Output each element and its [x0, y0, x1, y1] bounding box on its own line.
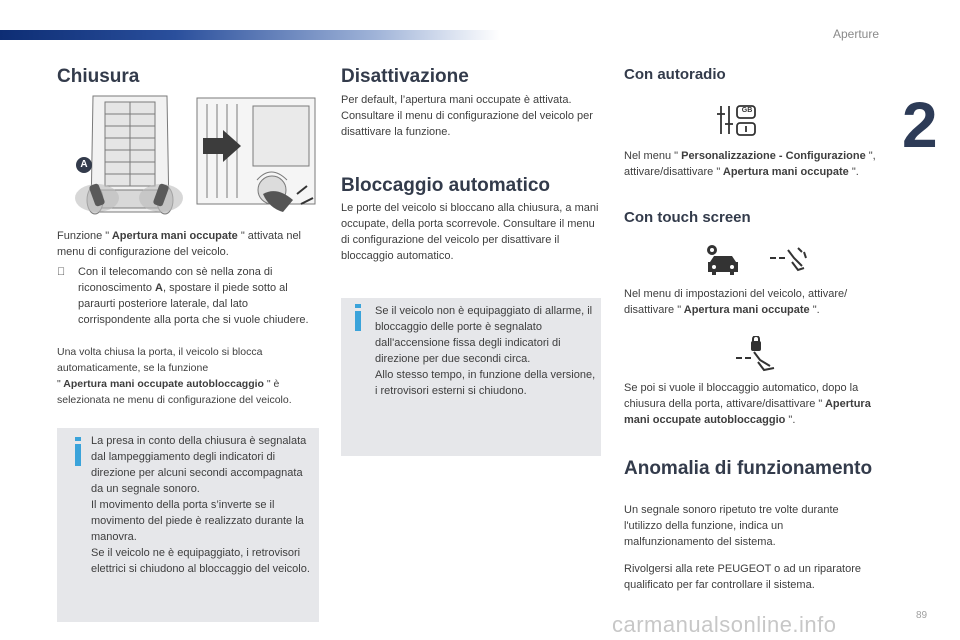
- autolock-bold: Apertura mani occupate autobloccaggio: [60, 378, 267, 390]
- auto-bold: Apertura mani occupate autobloccaggio: [624, 398, 871, 426]
- disattivazione-heading: Disattivazione: [341, 66, 469, 87]
- section-title: Aperture: [833, 27, 880, 41]
- bloccaggio-info-text: Se il veicolo non è equipaggiato di allarme, il bloccaggio delle porte è segnalato dall'accensione fissa degli indicatori di direzione per due secondi circa. Allo stesso tempo, in funzione della versione, i retrovisori esterni si chiudono.: [375, 305, 596, 397]
- anomalia-text-2: Rivolgersi alla rete PEUGEOT o ad un riparatore qualificato per far controllare il sistema.: [624, 563, 862, 591]
- autolock-line1: Una volta chiusa la porta, il veicolo si blocca automaticamente, se la funzione: [57, 346, 263, 374]
- chiusura-info-box: [57, 428, 319, 622]
- watermark: carmanualsonline.info: [612, 612, 837, 637]
- intro-pre: Funzione ": [57, 230, 110, 242]
- anomalia-text-1: Un segnale sonoro ripetuto tre volte durante l'utilizzo della funzione, indica un malfunzionamento del sistema.: [624, 504, 839, 548]
- touch-bold: Apertura mani occupate: [681, 304, 813, 316]
- radio-bold1: Personalizzazione - Configurazione: [678, 150, 869, 162]
- touchscreen-heading: Con touch screen: [624, 209, 751, 226]
- intro-post: " attivata nel menu di configurazione del veicolo.: [57, 230, 302, 258]
- gb-icon-label: GB: [741, 107, 753, 114]
- autolock-pre: ": [57, 378, 61, 390]
- chiusura-info-text: La presa in conto della chiusura è segnalata dal lampeggiamento degli indicatori di direzione per alcuni secondi accompagnata da un segnale sonoro. Il movimento della porta s’inverte se il movimento del piede è realizzato durante la manovra. Se il veicolo ne è equipaggiato, i retrovisori elettrici si chiudono al bloccaggio del veicolo.: [91, 435, 310, 575]
- foot-gesture-icon: [768, 244, 808, 274]
- info-icon: [355, 311, 361, 331]
- chiusura-heading: Chiusura: [57, 66, 140, 87]
- bloccaggio-text: Le porte del veicolo si bloccano alla chiusura, a mani occupate, della porta scorrevole. Consultare il menu di configurazione del veicolo per disattivare il bloccaggio automatico.: [341, 202, 599, 262]
- info-icon: [75, 444, 81, 466]
- bloccaggio-info-box: [341, 298, 601, 456]
- bullet-pre: Con il telecomando con sè nella zona di riconoscimento: [78, 266, 273, 294]
- car-settings-icon: [704, 242, 742, 276]
- auto-post: ".: [788, 414, 796, 426]
- autolock-post: " è selezionata ne menu di configurazione del veicolo.: [57, 378, 292, 406]
- chiusura-intro: [57, 228, 319, 260]
- touchscreen-text: [624, 286, 884, 318]
- autolock-text: [624, 380, 886, 428]
- bloccaggio-heading: Bloccaggio automatico: [341, 175, 551, 196]
- chiusura-autolock-text: [57, 344, 321, 408]
- chapter-number: 2: [902, 89, 938, 161]
- foot-autolock-icon: [734, 336, 778, 372]
- bullet-bold: A: [155, 282, 163, 294]
- van-rear-illustration: [57, 94, 319, 218]
- intro-bold: Apertura mani occupate: [109, 230, 241, 242]
- radio-bold2: Apertura mani occupate: [720, 166, 852, 178]
- radio-post: ".: [851, 166, 859, 178]
- auto-pre: Se poi si vuole il bloccaggio automatico, dopo la chiusura della porta, attivare/disattivare ": [624, 382, 859, 410]
- anomalia-heading: Anomalia di funzionamento: [624, 458, 873, 479]
- touch-pre: Nel menu di impostazioni del veicolo, attivare/ disattivare ": [624, 288, 848, 316]
- bullet-post: , spostare il piede sotto al paraurti posteriore laterale, dal lato corrispondente alla porta che si vuole chiudere.: [78, 282, 309, 326]
- header-bar: [0, 30, 500, 40]
- autoradio-heading: Con autoradio: [624, 66, 726, 83]
- chiusura-bullet: [57, 264, 319, 328]
- touch-post: ".: [812, 304, 820, 316]
- radio-mid: ", attivare/disattivare ": [624, 150, 876, 178]
- disattivazione-text: Per default, l’apertura mani occupate è attivata. Consultare il menu di configurazione del veicolo per disattivare la funzione.: [341, 94, 593, 138]
- zone-label-a: A: [80, 159, 88, 170]
- page-number: 89: [916, 610, 928, 621]
- radio-pre: Nel menu ": [624, 150, 679, 162]
- autoradio-text: [624, 148, 884, 180]
- bullet-icon: [57, 264, 65, 280]
